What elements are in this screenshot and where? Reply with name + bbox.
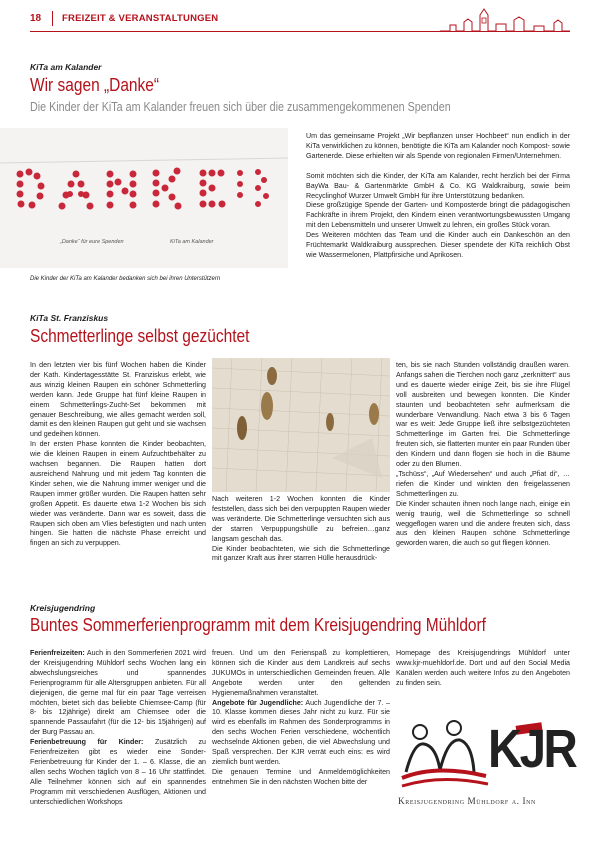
header-rule [30, 31, 570, 32]
article1-kicker: KiTa am Kalander [30, 62, 102, 72]
article2-col3 [396, 361, 570, 549]
fingerprint-letters-image [0, 128, 288, 268]
article3-col1 [30, 649, 206, 808]
photo-handwriting-left: „Danke“ für eure Spenden [60, 239, 124, 245]
article2-paragraph: Die Kinder schauten ihnen noch lange nach, einige ein wenig traurig, weil die Schmetterlinge so schnell weggeflogen waren und die andere freuten sich, dass aus den kleinen Raupen schöne Schmetterlinge geworden waren, die auch so gut fliegen können. [396, 499, 570, 548]
photo-handwriting-right: KiTa am Kalander [170, 239, 214, 245]
article2-title: Schmetterlinge selbst gezüchtet [30, 326, 250, 346]
cocoon-image [212, 358, 390, 492]
article2-paragraph: Die Kinder beobachteten, wie sich die Schmetterlinge mit ganzer Kraft aus ihrer starren Hülle herausdrück- [212, 544, 390, 563]
article2-paragraph: Nach weiteren 1-2 Wochen konnten die Kinder feststellen, dass sich bei den verpuppten Raupen wieder was veränderte. Die Schmetterlinge versuchten sich aus der starren Verpuppungshülle zu befreien…ganz langsam geschah das. [212, 495, 390, 543]
article2-paragraph: In der ersten Phase konnten die Kinder beobachten, wie die kleinen Raupen in einem Aufzuchtbehälter zu wachsen begannen. Die Raupen hatten dort ausreichend Nahrung und mit jedem Tag konnten die Kinder sehen, wie die Nahrung immer weniger und die Raupen immer größer wurden. Die Raupen hatten sehr großen Appetit. Es dauerte etwa 1-2 Wochen bis sich wieder was veränderte. Dann war es soweit, dass die Raupen sich oben am Vlies befestigten und nach unten hingen. Sie hatten die nächste Phase erreicht und fingen an sich zu verpuppen. [30, 440, 206, 548]
article1-title: Wir sagen „Danke“ [30, 75, 160, 95]
bold-lead: Ferienbetreuung für Kinder: [30, 738, 144, 747]
page-number: 18 [30, 13, 42, 24]
article1-subtitle: Die Kinder der KiTa am Kalander freuen sich über die zusammengekommenen Spenden [30, 100, 451, 114]
article3-paragraph [30, 738, 206, 807]
article3-paragraph: Homepage des Kreisjugendrings Mühldorf unter www.kjr-muehldorf.de. Dort und auf den Social Media Kanälen werden auch weitere Infos zu den Angeboten zu finden sein. [396, 649, 570, 687]
article3-col3 [396, 649, 570, 689]
article3-paragraph [30, 649, 206, 738]
article3-paragraph: Die genauen Termine und Anmeldemöglichkeiten entnehmen Sie in den nächsten Wochen bitte der [212, 767, 390, 786]
skyline-icon [440, 6, 570, 32]
article2-kicker: KiTa St. Franziskus [30, 313, 109, 323]
article1-body [306, 132, 570, 261]
article1-paragraph: Diese großzügige Spende der Garten- und Komposterde bringt die pädagogischen Fachkräfte in ihrem Projekt, den Kindern einen verantwortungsbewussten Umgang mit den Lebensmitteln und unserer Umwelt zu lehren, ein großes Stück voran. [306, 201, 570, 230]
kjr-letters: KJR [488, 719, 576, 779]
article1-caption: Die Kinder der KiTa am Kalander bedanken sich bei ihren Unterstützern [30, 276, 221, 282]
kjr-logo-text: Kreisjugendring Mühldorf a. Inn [398, 796, 536, 806]
butterfly-cocoon-photo [212, 358, 390, 492]
article1-paragraph: Des Weiteren möchten das Team und die Kinder auch ein Dankeschön an den Früchtemarkt Waldkraiburg aussprechen. Dieser spendete der KiTa reichlich Obst wie Wassermelonen, Plattpfirsiche und Aprikosen. [306, 231, 570, 259]
article3-paragraph [212, 699, 390, 768]
article2-paragraph: „Tschüss“, „Auf Wiedersehen“ und auch „Pfiat di“, …riefen die Kinder und winkten den freigelassenen Schmetterlingen zu. [396, 469, 570, 498]
article3-title: Buntes Sommerferienprogramm mit dem Kreisjugendring Mühldorf [30, 615, 486, 635]
article3-col2 [212, 649, 390, 788]
article2-paragraph: In den letzten vier bis fünf Wochen haben die Kinder der Kath. Kindertagesstätte St. Franziskus erlebt, wie aus winzig kleinen Raupen ein schöner Schmetterling werden kann. Jede Gruppe hat fünf kleine Raupen in einem Schmetterlings-Zucht-Set bekommen mit genauer Beschreibung, wie alles gemacht werden soll, damit es den kleinen Raupen gut geht und sie wachsen und gedeihen können. [30, 361, 206, 439]
paragraph-text: Zusätzlich zu Ferienfreizeiten gibt es wieder eine Sonder-Ferienbetreuung für Kinder der 1. – 6. Klasse, die an allen sechs Wochen täglich von 8 – 16 Uhr stattfindet. Alle Teilnehmer können sich auf ein spannendes Programm mit verschiedenen Ausflügen, Aktionen und unterschiedlichen Workshops [30, 738, 206, 806]
paragraph-text: Auch in den Sommerferien 2021 wird der Kreisjugendring Mühldorf sechs Wochen lang ein abwechslungsreiches und spannendes Ferienprogramm für alle Altersgruppen anbieten. Für all diejenigen, die gerne mal für ein paar Tage verreisen möchten, bietet sich das beliebte Chiemsee-Camp (für 8- bis 12jährige) direkt am Chiemsee oder die spannende Passaufahrt (für die 12- bis 15jährigen) auf der Burg Passau an. [30, 649, 206, 737]
bold-lead: Angebote für Jugendliche: [212, 698, 304, 707]
article3-kicker: Kreisjugendring [30, 603, 96, 613]
kjr-logo [396, 712, 576, 812]
article2-col1 [30, 361, 206, 549]
article1-paragraph: Um das gemeinsame Projekt „Wir bepflanzen unser Hochbeet“ nun endlich in der KiTa verwirklichen zu können, benötigte die KiTa am Kalander noch Kompost- sowie Gartenerde. Diese erhielten wir als Spende von regionalen Firmen/Unternehmen. [306, 132, 570, 160]
header-divider [52, 11, 53, 26]
article2-col2 [212, 495, 390, 564]
bold-lead: Ferienfreizeiten: [30, 649, 85, 657]
article3-paragraph: freuen. Und um den Ferienspaß zu komplettieren, können sich die Kinder aus dem Landkreis auf sechs JUKUMOs in unterschiedlichen Gemeinden freuen. Alle Angebote werden unter den geltenden Hygienemaßnahmen veranstaltet. [212, 649, 390, 697]
article1-paragraph: Somit möchten sich die Kinder, der KiTa am Kalander, recht herzlich bei der Firma BayWa Bau- & Gartenmärkte GmbH & Co. KG Waldkraiburg, sowie beim Recyclinghof Wurzer Umwelt GmbH für ihre Unterstützung bedanken. [306, 171, 570, 200]
article2-paragraph: ten, bis sie nach Stunden vollständig draußen waren. Anfangs sahen die Tierchen noch ganz „zerknittert“ aus und es dauerte wieder einige Zeit, bis sie ihre Flügel voll ausbreiten und bewegen konnten. Die Kinder staunten und beobachteten sehr aufmerksam die wunderbare Verwandlung. Nach etwa 3 bis 6 Tagen war es weit: Jede Gruppe ließ ihre selbstgezüchteten Schmetterlinge im Garten frei. Die Schmetterlinge freuten sich, sie flatterten munter ein paar Runden über den Kindern und dann flogen sie hoch in die Bäume oder zu den Blumen. [396, 361, 570, 469]
kita-thank-you-photo [0, 128, 288, 268]
paragraph-text: Auch Jugendliche der 7. – 10. Klasse kommen dieses Jahr nicht zu kurz. Für sie wird es ebenfalls im Rahmen des Sonderprogramms in den sechs Wochen Ferien verschiedene, wöchentlich wechselnde Aktionen geben, die viel Abwechslung und Spaß versprechen. Der KJR verrät euch eins: es wird ziemlich bunt werden. [212, 698, 391, 766]
section-title: FREIZEIT & VERANSTALTUNGEN [62, 13, 219, 24]
